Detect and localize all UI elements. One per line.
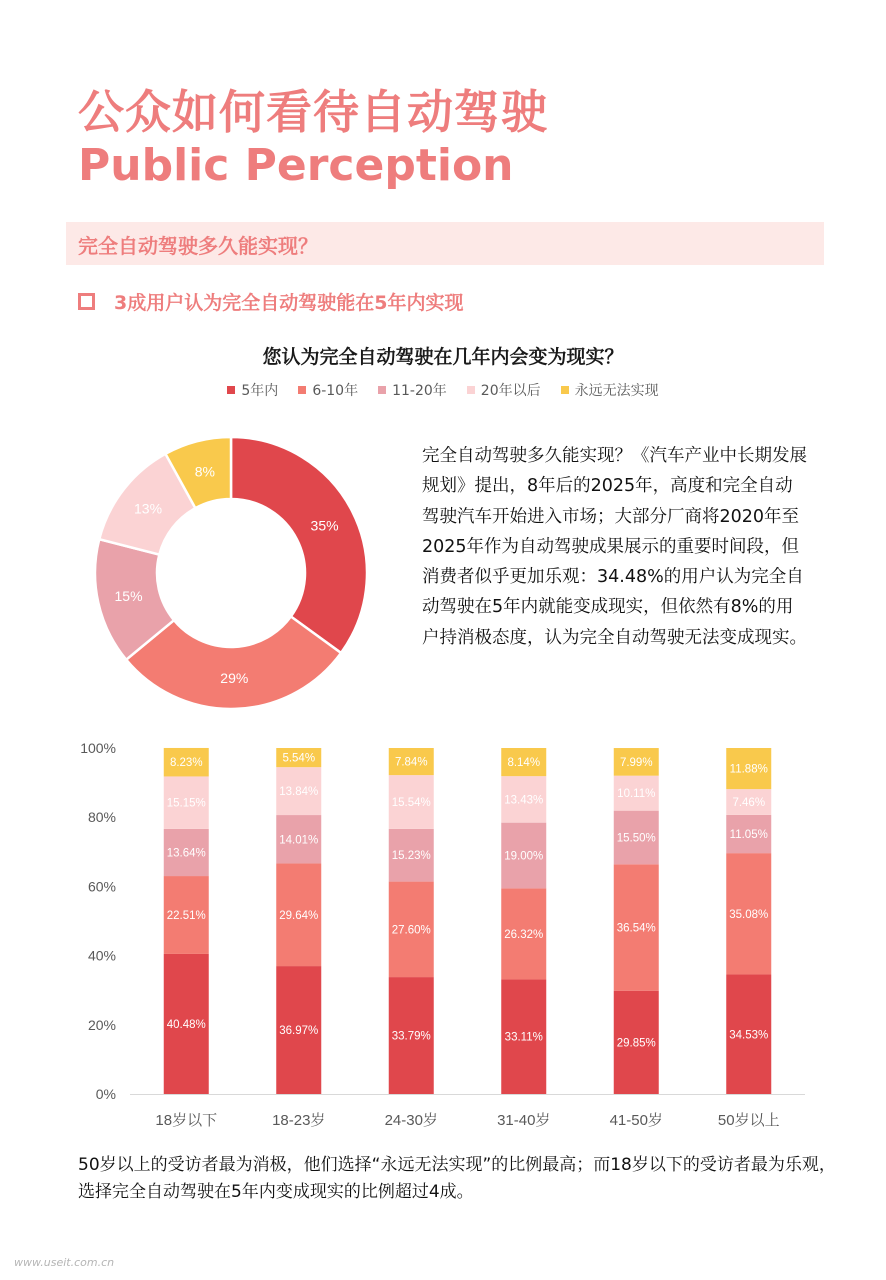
legend-swatch <box>561 386 569 394</box>
legend-label: 5年内 <box>241 383 279 399</box>
x-tick-label: 50岁以上 <box>717 1112 780 1129</box>
bar-data-label: 33.11% <box>504 1031 543 1044</box>
bar-data-label: 15.50% <box>616 832 656 845</box>
bar-data-label: 34.53% <box>729 1029 769 1042</box>
legend-swatch <box>227 386 235 394</box>
page-title-cn: 公众如何看待自动驾驶 <box>78 85 548 139</box>
x-tick-label: 24-30岁 <box>384 1112 438 1129</box>
watermark: www.useit.com.cn <box>14 1256 115 1269</box>
bar-data-label: 8.23% <box>169 757 203 770</box>
bar-data-label: 13.43% <box>504 794 544 807</box>
y-tick-label: 0% <box>95 1086 116 1102</box>
legend-label: 20年以后 <box>480 383 541 399</box>
bar-data-label: 27.60% <box>391 924 431 937</box>
square-bullet-icon <box>78 293 95 310</box>
y-tick-label: 80% <box>87 809 116 826</box>
donut-chart <box>86 428 376 718</box>
bar-data-label: 15.54% <box>391 797 431 810</box>
bar-data-label: 5.54% <box>282 752 316 765</box>
bar-data-label: 7.99% <box>619 756 653 769</box>
bottom-note: 50岁以上的受访者最为消极，他们选择“永远无法实现”的比例最高；而18岁以下的受访者最为乐观，选择完全自动驾驶在5年内变成现实的比例超过4成。 <box>78 1155 836 1202</box>
donut-slice-label: 35% <box>310 517 339 534</box>
bar-data-label: 36.54% <box>616 922 656 935</box>
subhead-text: 3成用户认为完全自动驾驶能在5年内实现 <box>114 292 464 314</box>
legend-item <box>298 380 358 400</box>
bar-data-label: 13.64% <box>166 847 206 860</box>
bar-data-label: 7.84% <box>394 756 428 769</box>
legend-swatch <box>467 386 475 394</box>
page-title-en: Public Perception <box>78 140 514 191</box>
donut-slice-label: 15% <box>114 587 143 604</box>
legend-item <box>227 380 278 400</box>
description-text: 完全自动驾驶多久能实现？《汽车产业中长期发展规划》提出，8年后的2025年，高度和完全自动驾驶汽车开始进入市场；大部分厂商将2020年至2025年作为自动驾驶成果展示的重要时间段，但消费者似乎更加乐观：34.48%的用户认为完全自动驾驶在5年内就能变成现实，但依然有8%的用户持消极态度，认为完全自动驾驶无法变成现实。 <box>422 446 807 648</box>
legend-swatch <box>378 386 386 394</box>
section-title: 完全自动驾驶多久能实现？ <box>78 234 318 258</box>
legend-label: 永远无法实现 <box>574 383 659 399</box>
legend-item <box>561 380 659 400</box>
bar-data-label: 15.23% <box>391 850 431 863</box>
y-tick-label: 100% <box>80 740 116 756</box>
y-tick-label: 20% <box>87 1016 116 1033</box>
x-tick-label: 18岁以下 <box>155 1112 218 1129</box>
bar-data-label: 10.11% <box>617 788 656 801</box>
bar-data-label: 29.64% <box>279 909 319 922</box>
donut-chart-title: 您认为完全自动驾驶在几年内会变为现实？ <box>262 346 624 368</box>
donut-slice <box>231 437 367 653</box>
x-tick-label: 31-40岁 <box>497 1112 551 1129</box>
legend-swatch <box>298 386 306 394</box>
y-tick-label: 40% <box>87 947 116 964</box>
bar-data-label: 14.01% <box>279 834 319 847</box>
bar-data-label: 11.88% <box>729 763 768 776</box>
bar-data-label: 8.14% <box>507 757 541 770</box>
legend-label: 6-10年 <box>312 383 359 399</box>
x-tick-label: 41-50岁 <box>609 1112 663 1129</box>
bar-data-label: 33.79% <box>391 1030 431 1043</box>
bar-data-label: 7.46% <box>732 797 766 810</box>
bar-data-label: 19.00% <box>504 850 544 863</box>
bar-data-label: 35.08% <box>729 908 769 921</box>
bar-data-label: 36.97% <box>279 1025 319 1038</box>
y-tick-label: 60% <box>87 878 116 895</box>
bar-data-label: 13.84% <box>279 786 319 799</box>
chart-legend <box>0 380 886 400</box>
stacked-bar-chart <box>60 730 820 1140</box>
bar-data-label: 29.85% <box>616 1037 656 1050</box>
bar-data-label: 11.05% <box>729 829 768 842</box>
legend-label: 11-20年 <box>392 383 447 399</box>
donut-slice-label: 29% <box>220 669 249 686</box>
legend-item <box>378 380 447 400</box>
donut-slice-label: 8% <box>194 463 216 480</box>
bar-data-label: 26.32% <box>504 928 544 941</box>
bar-data-label: 22.51% <box>166 909 206 922</box>
bar-data-label: 15.15% <box>166 797 206 810</box>
donut-slice-label: 13% <box>134 500 163 517</box>
x-tick-label: 18-23岁 <box>272 1112 326 1129</box>
legend-item <box>467 380 541 400</box>
bar-data-label: 40.48% <box>166 1018 206 1031</box>
